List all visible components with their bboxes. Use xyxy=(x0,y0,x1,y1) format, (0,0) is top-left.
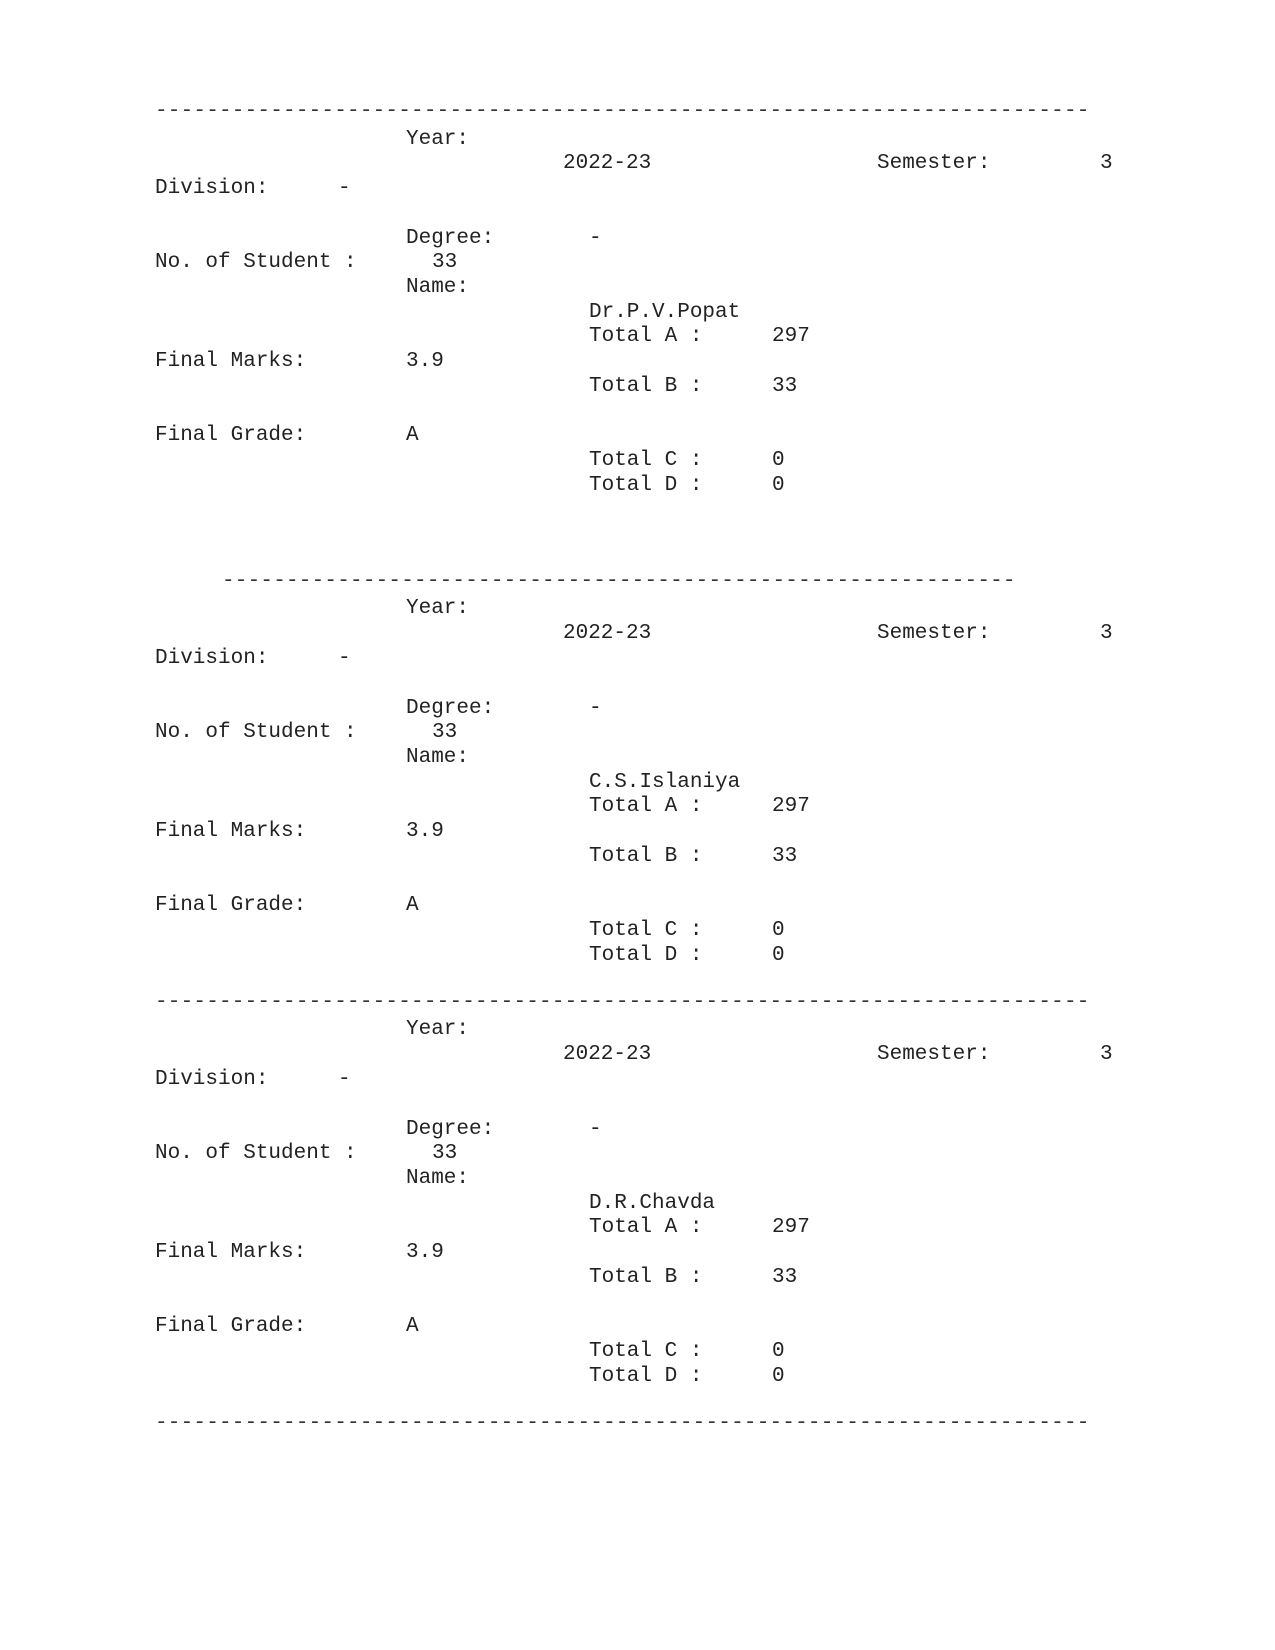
total-b-label: Total B : xyxy=(589,845,703,868)
total-d-value: 0 xyxy=(772,474,785,497)
degree-label: Degree: xyxy=(406,1118,495,1141)
name-label: Name: xyxy=(406,1167,470,1190)
final-marks-label: Final Marks: xyxy=(155,350,307,373)
semester-label: Semester: xyxy=(877,622,991,645)
students-label: No. of Student : xyxy=(155,721,357,744)
degree-value: - xyxy=(589,697,602,720)
total-d-value: 0 xyxy=(772,1365,785,1388)
year-label: Year: xyxy=(406,1018,470,1041)
separator-line: -------------------------------------------------------------- xyxy=(222,570,1016,593)
total-a-value: 297 xyxy=(772,325,810,348)
students-label: No. of Student : xyxy=(155,1142,357,1165)
division-label: Division: xyxy=(155,177,269,200)
final-grade-label: Final Grade: xyxy=(155,424,307,447)
total-b-value: 33 xyxy=(772,1266,798,1289)
total-d-label: Total D : xyxy=(589,1365,703,1388)
year-label: Year: xyxy=(406,128,470,151)
students-value: 33 xyxy=(432,721,458,744)
total-c-label: Total C : xyxy=(589,919,703,942)
total-d-label: Total D : xyxy=(589,474,703,497)
total-c-label: Total C : xyxy=(589,1340,703,1363)
students-label: No. of Student : xyxy=(155,251,357,274)
total-d-value: 0 xyxy=(772,944,785,967)
year-value: 2022-23 xyxy=(563,1043,652,1066)
final-marks-value: 3.9 xyxy=(406,1241,444,1264)
degree-label: Degree: xyxy=(406,227,495,250)
year-label: Year: xyxy=(406,597,470,620)
total-c-label: Total C : xyxy=(589,449,703,472)
name-label: Name: xyxy=(406,746,470,769)
semester-label: Semester: xyxy=(877,152,991,175)
year-value: 2022-23 xyxy=(563,622,652,645)
final-marks-value: 3.9 xyxy=(406,350,444,373)
separator-line: ------------------------------------------------------------------------- xyxy=(155,100,1090,123)
name-label: Name: xyxy=(406,276,470,299)
total-d-label: Total D : xyxy=(589,944,703,967)
division-value: - xyxy=(338,647,351,670)
semester-value: 3 xyxy=(1100,622,1113,645)
total-a-label: Total A : xyxy=(589,1216,703,1239)
final-marks-label: Final Marks: xyxy=(155,820,307,843)
final-grade-value: A xyxy=(406,424,419,447)
total-a-value: 297 xyxy=(772,1216,810,1239)
degree-value: - xyxy=(589,227,602,250)
total-c-value: 0 xyxy=(772,449,785,472)
final-grade-value: A xyxy=(406,894,419,917)
total-b-label: Total B : xyxy=(589,1266,703,1289)
degree-value: - xyxy=(589,1118,602,1141)
final-marks-value: 3.9 xyxy=(406,820,444,843)
separator-line: ------------------------------------------------------------------------- xyxy=(155,1412,1090,1435)
year-value: 2022-23 xyxy=(563,152,652,175)
total-b-label: Total B : xyxy=(589,375,703,398)
semester-value: 3 xyxy=(1100,1043,1113,1066)
degree-label: Degree: xyxy=(406,697,495,720)
division-label: Division: xyxy=(155,1068,269,1091)
final-grade-value: A xyxy=(406,1315,419,1338)
total-a-label: Total A : xyxy=(589,325,703,348)
division-value: - xyxy=(338,177,351,200)
students-value: 33 xyxy=(432,251,458,274)
semester-label: Semester: xyxy=(877,1043,991,1066)
total-b-value: 33 xyxy=(772,845,798,868)
students-value: 33 xyxy=(432,1142,458,1165)
total-b-value: 33 xyxy=(772,375,798,398)
final-marks-label: Final Marks: xyxy=(155,1241,307,1264)
faculty-name: C.S.Islaniya xyxy=(589,771,741,794)
semester-value: 3 xyxy=(1100,152,1113,175)
total-a-label: Total A : xyxy=(589,795,703,818)
faculty-name: D.R.Chavda xyxy=(589,1192,716,1215)
total-c-value: 0 xyxy=(772,1340,785,1363)
total-a-value: 297 xyxy=(772,795,810,818)
total-c-value: 0 xyxy=(772,919,785,942)
division-label: Division: xyxy=(155,647,269,670)
faculty-name: Dr.P.V.Popat xyxy=(589,301,741,324)
division-value: - xyxy=(338,1068,351,1091)
separator-line: ------------------------------------------------------------------------- xyxy=(155,991,1090,1014)
final-grade-label: Final Grade: xyxy=(155,1315,307,1338)
final-grade-label: Final Grade: xyxy=(155,894,307,917)
